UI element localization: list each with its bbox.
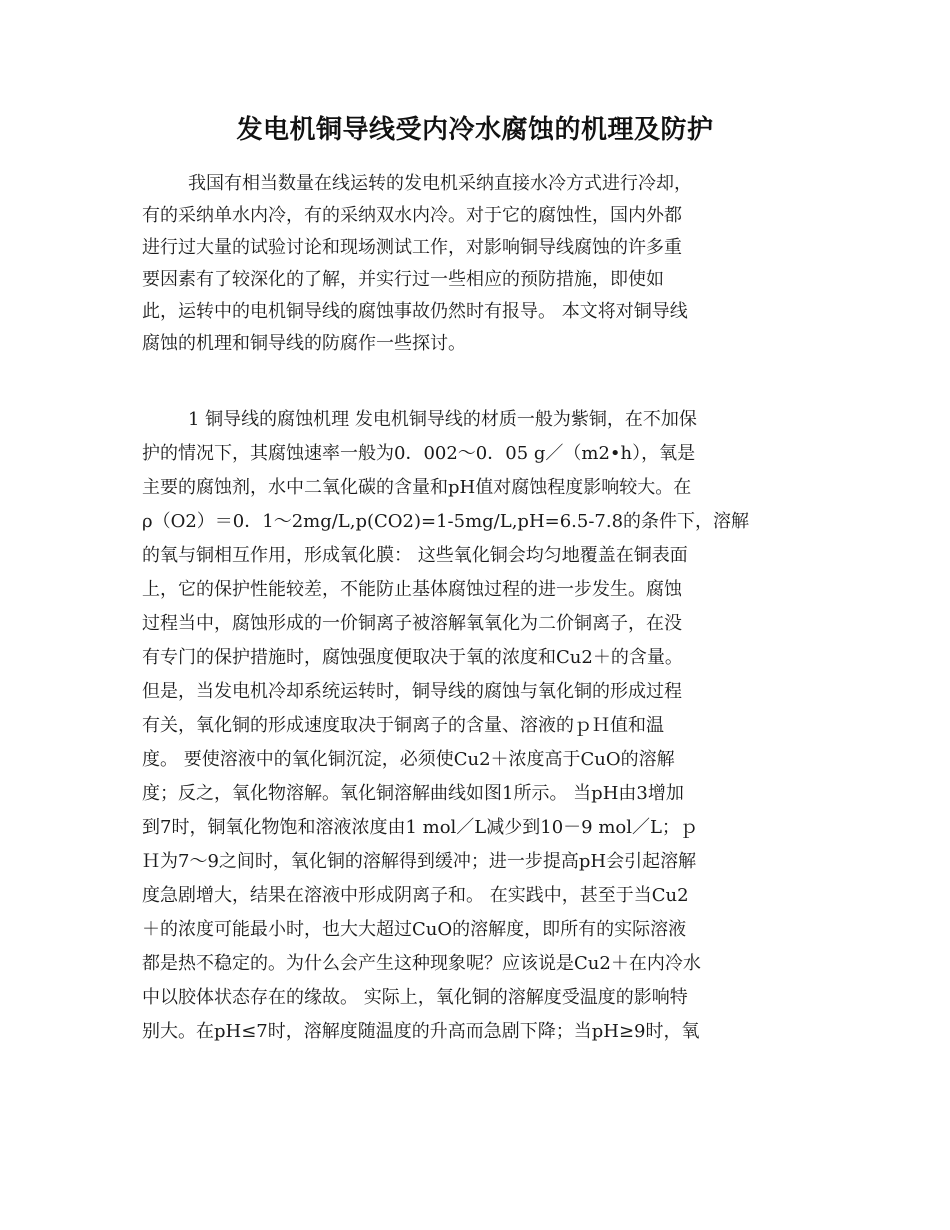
paragraph-line: 的氧与铜相互作用，形成氧化膜： 这些氧化铜会均匀地覆盖在铜表面: [142, 545, 688, 566]
paragraph-line: 过程当中，腐蚀形成的一价铜离子被溶解氧氧化为二价铜离子，在没: [142, 613, 682, 634]
paragraph-line: ρ（O2）＝0．1～2mg/L,p(CO2)=1-5mg/L,pH=6.5-7.8的条件下，溶解: [142, 511, 750, 532]
paragraph-line: 中以胶体状态存在的缘故。 实际上，氧化铜的溶解度受温度的影响特: [142, 987, 688, 1008]
paragraph-line: 有关，氧化铜的形成速度取决于铜离子的含量、溶液的ｐＨ值和温: [142, 715, 664, 736]
paragraph-line: 度急剧增大，结果在溶液中形成阴离子和。 在实践中，甚至于当Cu2: [142, 885, 689, 906]
paragraph-line: 要因素有了较深化的了解，并实行过一些相应的预防措施，即使如: [142, 269, 664, 290]
paragraph-line: 进行过大量的试验讨论和现场测试工作，对影响铜导线腐蚀的许多重: [142, 237, 682, 258]
paragraph-line: 度；反之，氧化物溶解。氧化铜溶解曲线如图1所示。 当pH由3增加: [142, 783, 684, 804]
paragraph-line: 度。 要使溶液中的氧化铜沉淀，必须使Cu2＋浓度高于CuO的溶解: [142, 749, 675, 770]
paragraph-line: 主要的腐蚀剂，水中二氧化碳的含量和pH值对腐蚀程度影响较大。在: [142, 477, 692, 498]
paragraph-line: 上，它的保护性能较差，不能防止基体腐蚀过程的进一步发生。腐蚀: [142, 579, 682, 600]
paragraph-line: Ｈ为7～9之间时，氧化铜的溶解得到缓冲；进一步提高pH会引起溶解: [142, 851, 697, 872]
document-title: 发电机铜导线受内冷水腐蚀的机理及防护: [236, 115, 714, 145]
paragraph-line: 别大。在pH≤7时，溶解度随温度的升高而急剧下降；当pH≥9时，氧: [142, 1021, 700, 1042]
paragraph-line: 此，运转中的电机铜导线的腐蚀事故仍然时有报导。 本文将对铜导线: [142, 301, 688, 322]
paragraph-line: 我国有相当数量在线运转的发电机采纳直接水冷方式进行冷却，: [188, 173, 692, 194]
paragraph-line: 都是热不稳定的。为什么会产生这种现象呢？应该说是Cu2＋在内冷水: [142, 953, 701, 974]
paragraph-line: ＋的浓度可能最小时，也大大超过CuO的溶解度，即所有的实际溶液: [142, 919, 687, 940]
paragraph-line: 有的采纳单水内冷，有的采纳双水内冷。对于它的腐蚀性，国内外都: [142, 205, 682, 226]
paragraph-line: 有专门的保护措施时，腐蚀强度便取决于氧的浓度和Cu2＋的含量。: [142, 647, 683, 668]
paragraph-line: 腐蚀的机理和铜导线的防腐作一些探讨。: [142, 333, 466, 354]
paragraph-line: 但是，当发电机冷却系统运转时，铜导线的腐蚀与氧化铜的形成过程: [142, 681, 682, 702]
paragraph-line: 1 铜导线的腐蚀机理 发电机铜导线的材质一般为紫铜，在不加保: [188, 409, 697, 430]
paragraph-line: 到7时，铜氧化物饱和溶液浓度由1 mol／L减少到10－9 mol／L；ｐ: [142, 817, 698, 838]
paragraph-line: 护的情况下，其腐蚀速率一般为0．002～0．05 g／（m2•h），氧是: [142, 443, 696, 464]
